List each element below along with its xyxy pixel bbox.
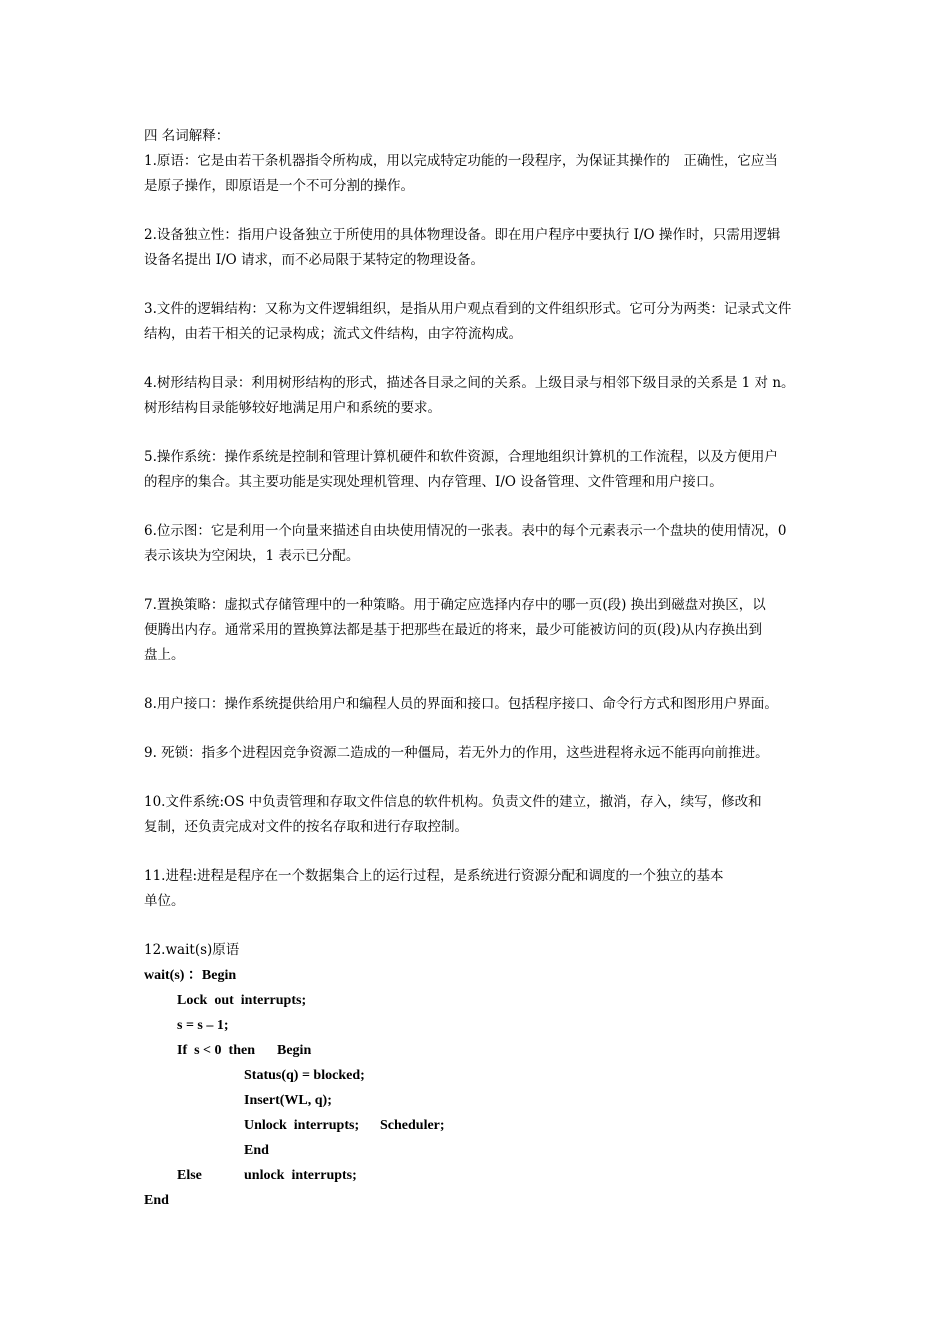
definition-line: 结构，由若干相关的记录构成；流式文件结构，由字符流构成。	[144, 326, 522, 342]
code-line: End	[244, 1143, 269, 1158]
definition-line: 设备名提出 I/O 请求，而不必局限于某特定的物理设备。	[144, 252, 485, 268]
definition-entry	[144, 371, 814, 421]
code-line: wait(s) ：Begin	[144, 968, 237, 983]
definition-entry	[144, 741, 814, 766]
code-line: Insert(WL, q);	[244, 1093, 332, 1108]
definition-entry	[144, 519, 814, 569]
definition-entry	[144, 593, 814, 668]
code-token: Else	[177, 1168, 202, 1183]
code-token: If s < 0 then	[177, 1043, 255, 1058]
definition-line: 2.设备独立性：指用户设备独立于所使用的具体物理设备。即在用户程序中要执行 I/O 操作时，只需用逻辑	[144, 227, 781, 243]
definition-entry	[144, 223, 814, 273]
definition-line: 5.操作系统：操作系统是控制和管理计算机硬件和软件资源，合理地组织计算机的工作流程，以及方便用户	[144, 449, 778, 465]
document-page	[144, 124, 814, 1213]
code-line: s = s – 1;	[177, 1018, 229, 1033]
code-token: Unlock interrupts;	[244, 1118, 360, 1133]
definition-line: 单位。	[144, 893, 185, 909]
definition-line: 便腾出内存。通常采用的置换算法都是基于把那些在最近的将来，最少可能被访问的页(段)从内存换出到	[144, 622, 763, 638]
code-token: unlock interrupts;	[244, 1168, 357, 1183]
definition-line: 9. 死锁：指多个进程因竞争资源二造成的一种僵局，若无外力的作用，这些进程将永远不能再向前推进。	[144, 745, 769, 761]
code-token: Begin	[277, 1043, 312, 1058]
code-line: Lock out interrupts;	[177, 993, 307, 1008]
code-line	[144, 1163, 814, 1188]
definition-line: 4.树形结构目录：利用树形结构的形式，描述各目录之间的关系。上级目录与相邻下级目录的关系是 1 对 n。	[144, 375, 795, 391]
definition-line: 树形结构目录能够较好地满足用户和系统的要求。	[144, 400, 441, 416]
definition-line: 8.用户接口：操作系统提供给用户和编程人员的界面和接口。包括程序接口、命令行方式和图形用户界面。	[144, 696, 778, 712]
code-line: Status(q) = blocked;	[244, 1068, 365, 1083]
definition-line: 3.文件的逻辑结构：又称为文件逻辑组织，是指从用户观点看到的文件组织形式。它可分为两类：记录式文件	[144, 301, 792, 317]
definition-line: 盘上。	[144, 647, 185, 663]
code-title: 12.wait(s)原语	[144, 942, 240, 958]
definition-entry	[144, 297, 814, 347]
definition-entry	[144, 445, 814, 495]
definition-line: 是原子操作，即原语是一个不可分割的操作。	[144, 178, 414, 194]
definition-entry	[144, 864, 814, 914]
definition-line: 11.进程:进程是程序在一个数据集合上的运行过程，是系统进行资源分配和调度的一个独立的基本	[144, 868, 724, 884]
code-line: End	[144, 1193, 169, 1208]
code-line	[144, 1038, 814, 1063]
definition-entry	[144, 692, 814, 717]
code-block	[144, 963, 814, 1213]
definition-list	[144, 149, 814, 914]
definition-entry	[144, 790, 814, 840]
definition-entry	[144, 149, 814, 199]
definition-line: 1.原语：它是由若干条机器指令所构成，用以完成特定功能的一段程序，为保证其操作的 正确性，它应当	[144, 153, 778, 169]
wait-primitive-section	[144, 938, 814, 1213]
definition-line: 复制，还负责完成对文件的按名存取和进行存取控制。	[144, 819, 468, 835]
definition-line: 表示该块为空闲块，1 表示已分配。	[144, 548, 360, 564]
definition-line: 的程序的集合。其主要功能是实现处理机管理、内存管理、I/O 设备管理、文件管理和用户接口。	[144, 474, 723, 490]
section-heading: 四 名词解释：	[144, 128, 230, 144]
definition-line: 7.置换策略：虚拟式存储管理中的一种策略。用于确定应选择内存中的哪一页(段) 换出到磁盘对换区，以	[144, 597, 766, 613]
definition-line: 6.位示图：它是利用一个向量来描述自由块使用情况的一张表。表中的每个元素表示一个盘块的使用情况，0	[144, 523, 787, 539]
code-line	[144, 1113, 814, 1138]
code-token: Scheduler;	[380, 1118, 445, 1133]
definition-line: 10.文件系统:OS 中负责管理和存取文件信息的软件机构。负责文件的建立，撤消，存入，续写，修改和	[144, 794, 762, 810]
